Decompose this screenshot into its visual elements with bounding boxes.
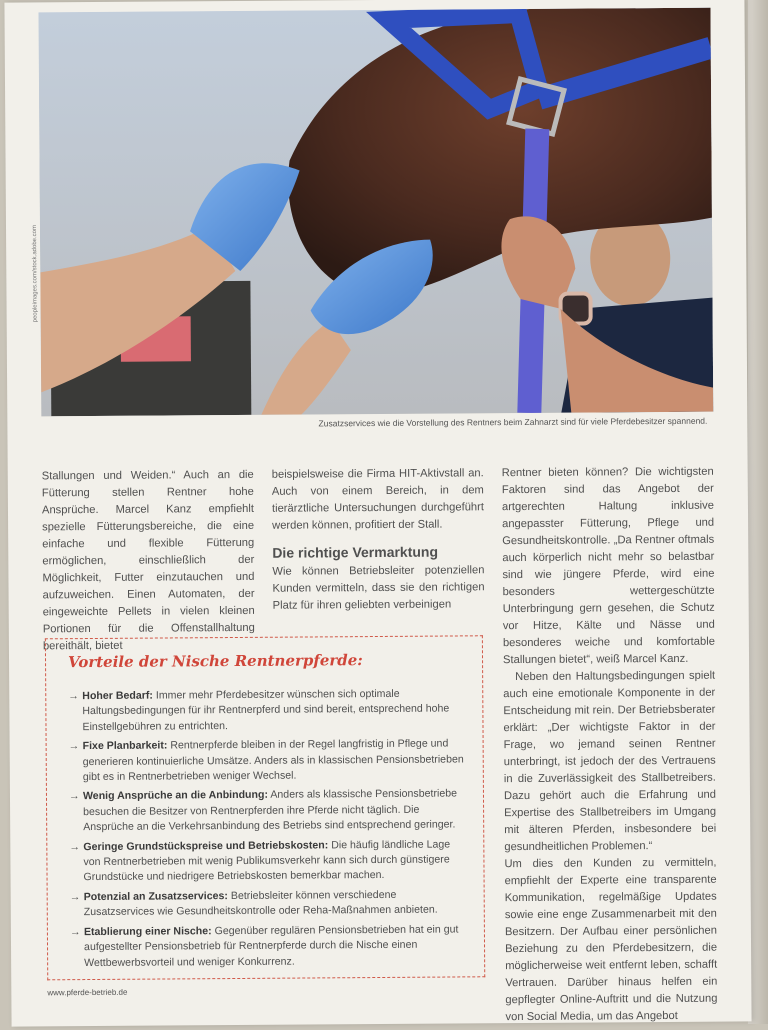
footer-url: www.pferde-betrieb.de <box>47 987 128 998</box>
info-box-item <box>68 686 464 735</box>
info-box-item-text: Die häufig ländliche Lage von Rentnerbetrieben mit wenig Publikumsverkehr kann sich durch günstigere Grundstücke und niedrigere Betriebskosten bemerkbar machen. <box>83 838 451 884</box>
info-box <box>45 635 485 980</box>
arrow-right-icon: → <box>69 840 80 853</box>
info-box-item-label: Fixe Planbarkeit: <box>82 739 168 753</box>
info-box-item-label: Geringe Grundstückspreise und Betriebskosten: <box>83 839 329 853</box>
info-box-item-text: Anders als klassische Pensionsbetriebe besuchen die Besitzer von Rentnerpferden ihre Pferde nicht täglich. Die Ansprüche an die Verkehrsanbindung des Betriebs sind entsprechend geringer. <box>83 787 458 834</box>
paragraph: Wie können Betriebsleiter potenziellen Kunden vermitteln, dass sie den richtigen Platz für ihren geliebten verbeinigen <box>272 564 485 612</box>
text-column-2 <box>272 465 485 614</box>
photo-credit: peopleimages.com/stock.adobe.com <box>31 224 39 323</box>
arrow-right-icon: → <box>69 890 81 904</box>
arrow-right-icon: → <box>68 740 80 753</box>
info-box-item <box>70 887 466 921</box>
info-box-item <box>70 922 466 971</box>
info-box-item <box>69 787 465 836</box>
info-box-item-text: Immer mehr Pferdebesitzer wünschen sich optimale Haltungsbedingungen für ihr Rentnerpferd und sind bereit, entsprechend hohe Einstellgebühren zu entrichten. <box>82 687 450 733</box>
info-box-item-text: Rentnerpferde bleiben in der Regel langfristig in Pflege und generieren kontinuierliche Umsätze. Anders als in klassischen Pensionsbetrieben gibt es in Rentnerbetrieben weniger Wechsel. <box>82 737 464 784</box>
arrow-right-icon: → <box>68 690 79 703</box>
info-box-item-label: Potenzial an Zusatzservices: <box>83 889 228 903</box>
text-column-3 <box>502 464 718 1026</box>
text-column-1 <box>42 467 255 655</box>
info-box-item <box>69 737 465 786</box>
info-box-item <box>69 837 465 886</box>
paragraph: Neben den Haltungsbedingungen spielt auch eine emotionale Komponente in der Entscheidung mit rein. Der Betriebsberater erklärt: „Der wichtigste Faktor in der Frage, wo jemand seinen Rentner unterbringt, ist jedoch der des Vertrauens in die Zuverlässigkeit des Stallbetreibers. Dazu gehört auch die Erfahrung und Expertise des Stallbetreibers im Umgang mit älteren Pferden, insbesondere bei gesundheitlichen Problemen.“ <box>503 669 717 854</box>
info-box-item-label: Hoher Bedarf: <box>82 689 153 703</box>
arrow-right-icon: → <box>68 790 80 803</box>
paragraph: Um dies den Kunden zu vermitteln, empfiehlt der Experte eine transparente Kommunikation, regelmäßige Updates sowie eine enge Zusammenarbeit mit den Besitzern. Der Aufbau einer persönlichen Beziehung zu den Pferdebesitzern, die möglicherweise weit entfernt leben, schafft Vertrauen. Darüber hinaus helfen ein gepflegter Online-Auftritt und die Nutzung von Social Media, um das Angebot <box>504 856 718 1024</box>
arrow-right-icon: → <box>69 925 81 938</box>
info-box-title: Vorteile der Nische Rentnerpferde: <box>67 651 363 672</box>
article-photo <box>39 8 714 417</box>
info-box-item-label: Etablierung einer Nische: <box>83 924 212 938</box>
paragraph: Stallungen und Weiden.“ Auch an die Fütterung stellen Rentner hohe Ansprüche. Marcel Kanz empfiehlt spezielle Fütterungsbereiche, die eine einfache und flexible Fütterung ermöglichen, einschließlich der Möglichkeit, Futter einzutauchen und aufzuweichen. Einen Automaten, der eingeweichte Pellets in vielen kleinen Portionen für die Offenstallhaltung bereithält, bietet <box>41 468 255 653</box>
magazine-spine <box>748 0 768 1024</box>
paragraph: Rentner bieten können? Die wichtigsten Faktoren sind das Angebot der artgerechten Haltung inklusive angepasster Fütterung, Pflege und Gesundheitskontrolle. „Da Rentner oftmals auch körperlich nicht mehr so belastbar sind wie jüngere Pferde, wird eine besonders wettergeschützte Unterbringung gern gesehen, die Schutz vor Hitze, Kälte und Nässe und besonderes weiche und komfortable Stallungen bietet“, weiß Marcel Kanz. <box>501 465 715 667</box>
magazine-page <box>4 0 751 1027</box>
horse-dentist-photo <box>39 8 714 417</box>
paragraph: beispielsweise die Firma HIT-Aktivstall an. Auch von einem Bereich, in dem tierärztliche Untersuchungen durchgeführt werden können, profitiert der Stall. <box>271 467 485 532</box>
photo-caption: Zusatzservices wie die Vorstellung des Rentners beim Zahnarzt sind für viele Pferdebesitzer spannend. <box>318 415 708 429</box>
section-heading: Die richtige Vermarktung <box>272 543 439 561</box>
info-box-item-text: Betriebsleiter können verschiedene Zusatzservices wie Gesundheitskontrolle oder Reha-Maßnahmen anbieten. <box>83 888 438 919</box>
info-box-item-label: Wenig Ansprüche an die Anbindung: <box>82 789 269 803</box>
info-box-item-text: Gegenüber regulären Pensionsbetrieben hat ein gut aufgestellter Pensionsbetrieb für Rentnerpferde durch die Nische einen Wettbewerbsvorteil und weniger Konkurrenz. <box>83 923 459 969</box>
info-box-list <box>68 686 466 971</box>
